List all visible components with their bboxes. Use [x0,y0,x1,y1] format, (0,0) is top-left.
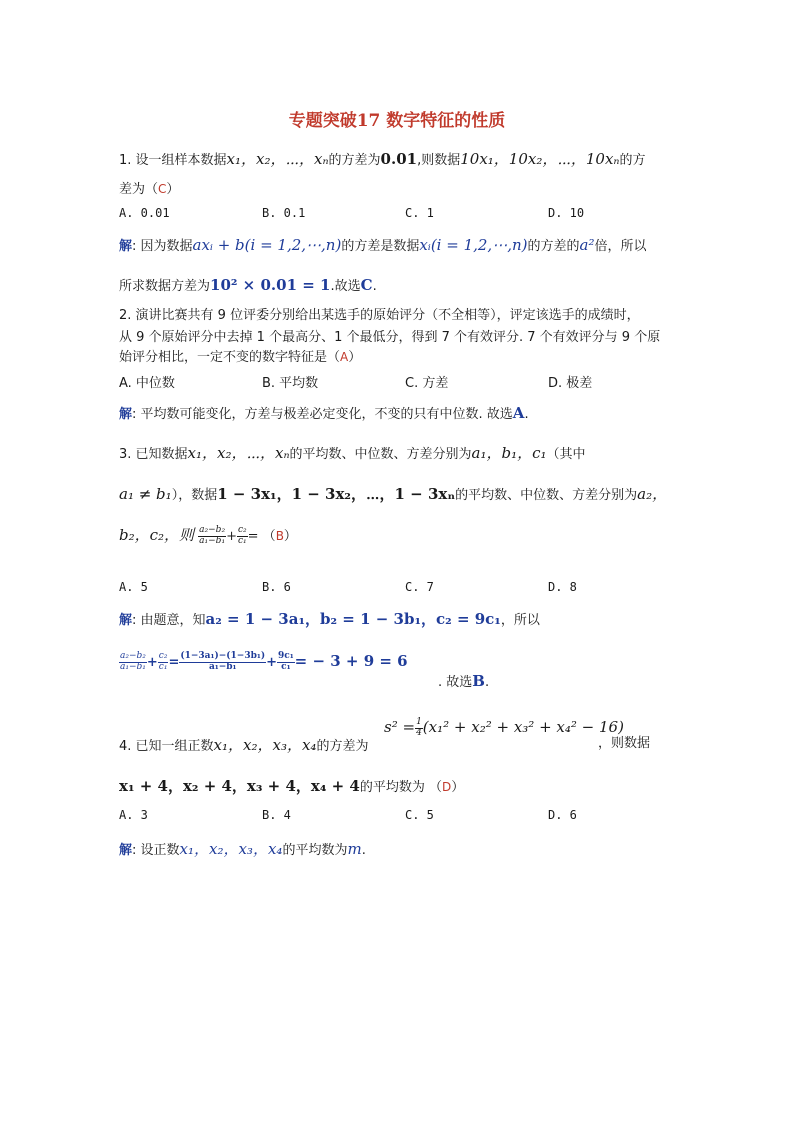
q3-new-data: 1 − 3x₁，1 − 3x₂，⋯，1 − 3xₙ [217,485,456,503]
q4-sol-dot: . [361,843,366,858]
q1-solution-label: 解 [119,239,133,254]
q4-answer: D [442,780,452,794]
q3-params: a₁，b₁，c₁ [471,444,547,462]
q2-line3: 始评分相比，一定不变的数字特征是（ [119,350,341,365]
q4-stem-line1 [119,736,368,755]
q4-sol-mid: 的平均数为 [282,843,348,858]
q4-option-c: C. 5 [405,808,434,822]
q4-sol-vars: x₁，x₂，x₃，x₄ [179,840,283,858]
q3-fraction-1: $\frac{\text{a₂−b₂}}{\text{a₁−b₁}}$ [199,525,226,546]
q4-option-a: A. 3 [119,808,148,822]
q2-answer: A [340,350,349,364]
q1-line2: 差为（ [119,182,159,197]
q2-option-b: B. 平均数 [262,376,319,391]
q4-variance-fraction: $\frac{1}{4}$ [416,717,422,738]
q1-answer: C [158,182,167,196]
q1-mid2: ,则数据 [417,153,461,168]
q4-variance-formula [384,718,624,739]
q1-option-b: B. 0.1 [262,206,306,220]
q3-answer: B [275,529,284,543]
q1-sol-dot: . [372,279,377,294]
q2-stem-line1: 2. 演讲比赛共有 9 位评委分别给出某选手的原始评分（不全相等），评定该选手的成绩时， [119,308,640,323]
q3-paren-close: ） [283,529,297,544]
q1-option-a: A. 0.01 [119,206,170,220]
q4-solution-text: : 设正数 [132,843,180,858]
q1-vars2: 10x₁，10x₂，⋯，10xₙ [460,150,620,168]
q3-vars: x₁，x₂，⋯，xₙ [187,444,290,462]
q4-line2-mid: 的平均数为 （ [359,780,442,795]
q3-sol-end: ，所以 [500,613,540,628]
q4-solution-label: 解 [119,843,133,858]
q4-line1-prefix: 4. 已知一组正数 [119,739,214,754]
q4-line1-mid: 的方差为 [316,739,369,754]
q3-solution-end [438,672,489,691]
q1-close: ） [166,182,180,197]
q3-eq-fraction-3: $\frac{\text{(1−3a₁)−(1−3b₁)}}{\text{a₁−b₁}}$ [180,651,266,672]
q3-option-c: C. 7 [405,580,434,594]
q1-solution-line2 [119,276,377,295]
q3-condition: a₁ ≠ b₁ [119,485,172,503]
q1-sol-expr2: xᵢ(i = 1,2,⋯,n) [419,236,528,254]
q3-line2-mid2: 的平均数、中位数、方差分别为 [455,488,638,503]
q3-fraction-2: $\frac{\text{c₂}}{\text{c₁}}$ [237,525,247,546]
q4-option-b: B. 4 [262,808,291,822]
q1-sol-expr4: 10² × 0.01 = 1 [210,276,331,294]
q3-solution-label: 解 [119,613,133,628]
q1-stem-prefix: 1. 设一组样本数据 [119,153,227,168]
q1-vars: x₁，x₂，⋯，xₙ [226,150,329,168]
q3-option-b: B. 6 [262,580,291,594]
q1-sol-expr1: axᵢ + b(i = 1,2,⋯,n) [192,236,342,254]
q3-solution-line1 [119,610,540,629]
q4-close: ） [451,780,465,795]
q1-sol-mid1: 的方差是数据 [341,239,420,254]
q2-option-a: A. 中位数 [119,376,175,391]
q1-sol-answer: C [360,276,373,294]
q2-solution-label: 解 [119,407,133,422]
q3-line3-prefix: b₂，c₂，则 [119,526,195,544]
q1-option-c: C. 1 [405,206,434,220]
q3-eq-end: . 故选 [438,675,473,690]
q1-solution-text2: 所求数据方差为 [119,279,211,294]
q3-line2-mid: ），数据 [171,488,218,503]
q3-sol-dot: . [484,675,490,690]
q3-line1-mid: 的平均数、中位数、方差分别为 [289,447,472,462]
q2-stem-line2: 从 9 个原始评分中去掉 1 个最高分、1 个最低分，得到 7 个有效评分. 7 个有效评分与 9 个原 [119,330,661,345]
q3-solution-text: : 由题意，知 [132,613,206,628]
q3-option-a: A. 5 [119,580,148,594]
q4-new-data: x₁ + 4，x₂ + 4，x₃ + 4，x₄ + 4 [119,777,360,795]
q3-sol-answer: B [472,672,485,690]
q3-eq-tail: = − 3 + 9 = 6 [294,652,408,670]
q3-line1-end: （其中 [546,447,586,462]
q4-variance-rhs: (x₁² + x₂² + x₃² + x₄² − 16) [422,718,624,736]
q1-value: 0.01 [380,150,418,168]
q2-sol-answer: A [512,404,525,422]
q3-line2-end: a₂， [637,485,668,503]
q4-variance-lhs: s² = [384,718,416,736]
q2-option-d: D. 极差 [548,376,593,391]
q2-sol-dot: . [524,407,529,422]
q1-sol-mid2: 的方差的 [527,239,580,254]
q3-sol-expr: a₂ = 1 − 3a₁，b₂ = 1 − 3b₁，c₂ = 9c₁ [205,610,501,628]
q3-eq-fraction-2: $\frac{\text{c₂}}{\text{c₁}}$ [158,651,168,672]
q1-solution-text1: : 因为数据 [132,239,193,254]
q1-end: 的方 [619,153,646,168]
q1-solution-line1 [119,236,646,255]
q2-close: ） [348,350,362,365]
q2-option-c: C. 方差 [405,376,449,391]
q4-solution-line [119,840,366,859]
q4-vars: x₁，x₂，x₃，x₄ [213,736,317,754]
q2-solution-line [119,404,529,423]
q1-stem-line1 [119,150,646,169]
page-title: 专题突破17 数字特征的性质 [288,111,506,131]
q3-eq-fraction-4: $\frac{\text{9c₁}}{\text{c₁}}$ [277,651,294,672]
q3-solution-equation: $\frac{\text{a₂−b₂}}{\text{a₁−b₁}}$ + $\frac{\text{c₂}}{\text{c₁}}$ = $\frac{\text{(1−3a₁)−(1−3b₁)}}{\text{a₁−b₁}}$ + $\frac{\text{9c₁}}{\text{c₁}}$ = − 3 + 9 = 6 [120,651,408,672]
q1-sol-expr3: a² [579,236,595,254]
q3-paren-open: （ [262,529,276,544]
q4-line1-end: ，则数据 [598,736,651,751]
q1-sol-end2: .故选 [330,279,361,294]
q3-stem-line2 [119,485,667,504]
q3-stem-line3: b₂，c₂，则 $\frac{\text{a₂−b₂}}{\text{a₁−b₁}}$ + $\frac{\text{c₂}}{\text{c₁}}$ = （B） [119,525,297,546]
q1-option-d: D. 10 [548,206,585,220]
q4-option-d: D. 6 [548,808,577,822]
q3-equals: = [247,529,259,544]
q1-stem-line2 [119,182,179,198]
q4-stem-line2 [119,777,464,796]
q2-stem-line3 [119,350,361,366]
q2-solution-text: : 平均数可能变化，方差与极差必定变化，不变的只有中位数. 故选 [132,407,513,422]
q3-eq-fraction-1: $\frac{\text{a₂−b₂}}{\text{a₁−b₁}}$ [120,651,146,672]
q1-mid: 的方差为 [328,153,381,168]
q3-option-d: D. 8 [548,580,577,594]
q1-sol-end1: 倍，所以 [594,239,647,254]
q4-sol-m: m [347,840,362,858]
q3-line1-prefix: 3. 已知数据 [119,447,188,462]
q3-stem-line1 [119,444,586,463]
